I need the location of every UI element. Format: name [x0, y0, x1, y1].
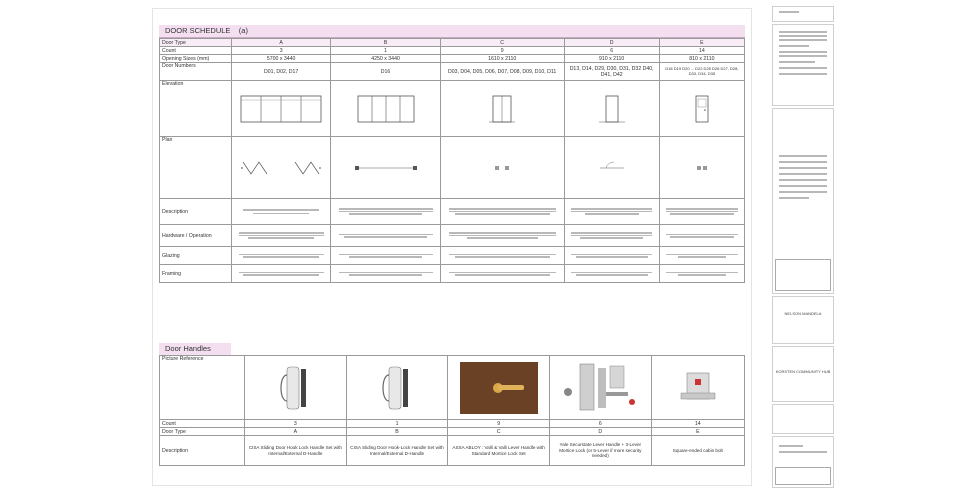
cell-framing [564, 265, 659, 283]
door-schedule-tag: (a) [238, 26, 248, 35]
row-label: Description [160, 436, 245, 466]
row-label: Plan [160, 137, 232, 199]
row-label: Glazing [160, 247, 232, 265]
glazing-row [160, 247, 745, 265]
cell-type: A [245, 428, 347, 436]
plan-drawing-b [331, 137, 440, 199]
cell-count: 3 [231, 47, 330, 55]
cell-glazing [231, 247, 330, 265]
cell-numbers: D16 [331, 63, 440, 81]
cell-description [440, 199, 564, 225]
logo-text: NELSON MANDELA [784, 311, 822, 316]
description-row [160, 199, 745, 225]
row-label: Count [160, 47, 232, 55]
cell-framing [231, 265, 330, 283]
page-thumb-4[interactable] [772, 296, 834, 344]
cell-opening: 1610 x 2110 [440, 55, 564, 63]
opening-row [160, 55, 745, 63]
cell-numbers: D13, D14, D29, D30, D31, D32 D40, D41, D42 [564, 63, 659, 81]
cell-type: E [651, 428, 744, 436]
cell-type-d: D [564, 39, 659, 47]
plan-row [160, 137, 745, 199]
cell-glazing [440, 247, 564, 265]
handle-picture-c [448, 356, 550, 420]
cell-count: 9 [448, 420, 550, 428]
cell-framing [440, 265, 564, 283]
cell-framing [659, 265, 744, 283]
cell-count: 6 [549, 420, 651, 428]
handle-picture-b [346, 356, 448, 420]
cell-description: Square-ended cabin bolt [651, 436, 744, 466]
plan-drawing-a [231, 137, 330, 199]
cell-count: 1 [331, 47, 440, 55]
elevation-drawing-c [440, 81, 564, 137]
row-label: Elevation [160, 81, 232, 137]
page-thumb-3[interactable] [772, 108, 834, 294]
page-thumb-7[interactable] [772, 436, 834, 488]
elevation-drawing-b [331, 81, 440, 137]
cell-description [659, 199, 744, 225]
cell-type: B [346, 428, 448, 436]
cell-description: ASSA ABLOY : Valli & Valli Lever Handle with Standard Mortice Lock Set [448, 436, 550, 466]
cell-count: 14 [651, 420, 744, 428]
cell-hardware [331, 225, 440, 247]
hardware-row [160, 225, 745, 247]
row-label: Door Type [160, 39, 232, 47]
cell-type: D [549, 428, 651, 436]
page-thumb-5[interactable] [772, 346, 834, 402]
cell-count: 3 [245, 420, 347, 428]
elevation-drawing-d [564, 81, 659, 137]
handle-picture-d [549, 356, 651, 420]
handles-description-row [160, 436, 745, 466]
cell-description [564, 199, 659, 225]
cell-opening: 810 x 2110 [659, 55, 744, 63]
handles-count-row [160, 420, 745, 428]
cell-type-b: B [331, 39, 440, 47]
door-type-row [160, 39, 745, 47]
cell-glazing [564, 247, 659, 265]
cell-description [331, 199, 440, 225]
row-label: Door Numbers [160, 63, 232, 81]
handle-picture-e [651, 356, 744, 420]
cell-description: CISA Sliding Door Hook-Lock Handle Set with Internal/External D-Handle [346, 436, 448, 466]
hub-text: KORSTEN COMMUNITY HUB [775, 369, 831, 374]
schedule-sheet [152, 8, 752, 486]
door-schedule-title-bar [159, 25, 745, 38]
cell-hardware [440, 225, 564, 247]
cell-hardware [231, 225, 330, 247]
cell-count: 1 [346, 420, 448, 428]
cell-description: CISA Sliding Door Hook Lock Handle Set with Internal/External D-Handle [245, 436, 347, 466]
cell-description: Yale Securstate Lever Handle + 3-Lever Mortice Lock (or 5-Lever if more security needed) [549, 436, 651, 466]
row-label: Description [160, 199, 232, 225]
framing-row [160, 265, 745, 283]
cell-count: 6 [564, 47, 659, 55]
cell-count: 14 [659, 47, 744, 55]
cell-glazing [331, 247, 440, 265]
plan-drawing-c [440, 137, 564, 199]
handle-picture-a [245, 356, 347, 420]
elevation-drawing-e [659, 81, 744, 137]
cell-numbers: D18 D19 D20 ... D22 D25 D26 D27, D28, D33, D34, D35 [659, 63, 744, 81]
row-label: Hardware / Operation [160, 225, 232, 247]
cell-opening: 910 x 2110 [564, 55, 659, 63]
page-thumb-1[interactable] [772, 6, 834, 22]
cell-opening: 5700 x 3440 [231, 55, 330, 63]
plan-drawing-e [659, 137, 744, 199]
cell-description [231, 199, 330, 225]
cell-glazing [659, 247, 744, 265]
cell-type-c: C [440, 39, 564, 47]
cell-count: 9 [440, 47, 564, 55]
door-handles-title: Door Handles [165, 344, 211, 353]
cell-framing [331, 265, 440, 283]
picture-row [160, 356, 745, 420]
cell-hardware [564, 225, 659, 247]
row-label: Picture Reference [160, 356, 245, 420]
cell-type-e: E [659, 39, 744, 47]
row-label: Door Type [160, 428, 245, 436]
page-thumb-6[interactable] [772, 404, 834, 434]
page-thumb-2[interactable] [772, 24, 834, 106]
cell-hardware [659, 225, 744, 247]
cell-numbers: D01, D02, D17 [231, 63, 330, 81]
row-label: Framing [160, 265, 232, 283]
door-numbers-row [160, 63, 745, 81]
cell-type-a: A [231, 39, 330, 47]
door-schedule-title: DOOR SCHEDULE [165, 26, 231, 35]
row-label: Opening Sizes (mm) [160, 55, 232, 63]
elevation-row [160, 81, 745, 137]
cell-numbers: D03, D04, D05, D06, D07, D08, D09, D10, D11 [440, 63, 564, 81]
cell-opening: 4250 x 3440 [331, 55, 440, 63]
cell-type: C [448, 428, 550, 436]
door-handles-table [159, 355, 745, 466]
elevation-drawing-a [231, 81, 330, 137]
plan-drawing-d [564, 137, 659, 199]
door-schedule-table [159, 38, 745, 283]
row-label: Count [160, 420, 245, 428]
handles-type-row [160, 428, 745, 436]
count-row [160, 47, 745, 55]
